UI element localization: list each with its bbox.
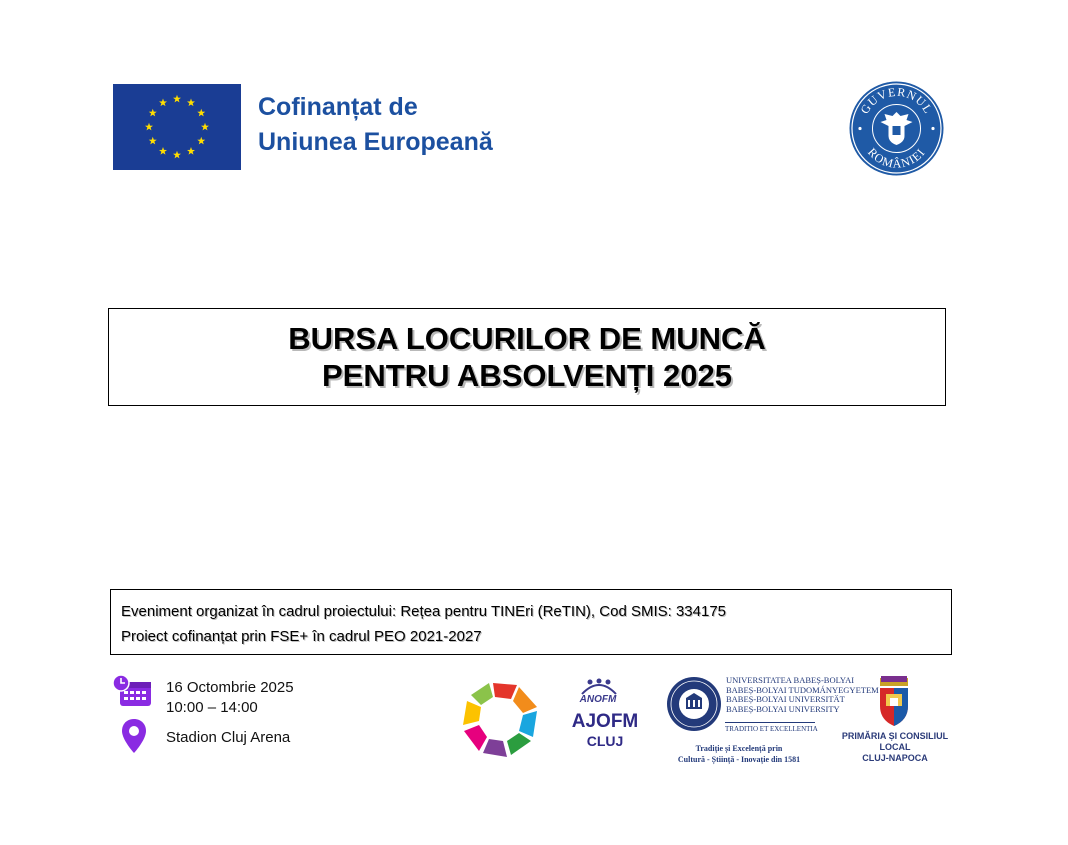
project-info-line-2: Proiect cofinanțat prin FSE+ în cadrul PEO 2021-2027 [121, 628, 482, 645]
eu-star [187, 99, 195, 107]
eu-line-2: Uniunea Europeană [258, 128, 493, 156]
cluj-line-2: CLUJ-NAPOCA [862, 753, 928, 763]
ubb-motto: TRADITIO ET EXCELLENTIA [725, 725, 818, 733]
ajofm-label: AJOFM [571, 711, 639, 732]
ubb-logo-icon [666, 676, 722, 732]
project-info-line-1: Eveniment organizat în cadrul proiectului: Rețea pentru TINEri (ReTIN), Cod SMIS: 334175 [121, 603, 727, 620]
event-datetime [166, 678, 294, 718]
cluj-napoca-coat-of-arms-icon [876, 672, 912, 728]
seal-bottom-text: ROMÂNIEI [864, 145, 928, 171]
seal-top-text: GUVERNUL [857, 84, 936, 117]
calendar-icon [111, 674, 153, 708]
eu-star [145, 123, 153, 131]
ubb-name-line: BABEȘ-BOLYAI UNIVERSITY [726, 703, 840, 714]
event-title-box [108, 308, 946, 406]
ubb-name-line: BABEȘ-BOLYAI UNIVERSITÄT [726, 694, 845, 704]
guvernul-romaniei-seal-icon [848, 80, 945, 177]
eu-star [149, 109, 157, 117]
eu-star [187, 147, 195, 155]
retin-logo-icon [462, 680, 540, 758]
ubb-name-block [726, 676, 879, 714]
ubb-tagline-line-1: Tradiție și Excelență prin [695, 744, 783, 753]
eu-star [197, 137, 205, 145]
event-date: 16 Octombrie 2025 [166, 679, 294, 696]
project-info-box [110, 589, 952, 655]
eu-star [173, 95, 181, 103]
eu-star [173, 151, 181, 159]
ubb-tagline [668, 743, 810, 765]
ubb-divider [725, 722, 815, 723]
eu-star [159, 99, 167, 107]
eu-line-1: Cofinanțat de [258, 93, 418, 121]
ajofm-cluj-label: CLUJ [586, 733, 624, 749]
eu-flag-icon [113, 84, 241, 170]
ubb-tagline-line-2: Cultură - Știință - Inovație din 1581 [677, 755, 801, 764]
eu-star [159, 147, 167, 155]
event-title-line-1: BURSA LOCURILOR DE MUNCĂ [288, 321, 766, 356]
location-pin-icon [121, 718, 147, 754]
event-time: 10:00 – 14:00 [166, 699, 258, 716]
event-location: Stadion Cluj Arena [166, 729, 291, 746]
event-title-line-2: PENTRU ABSOLVENȚI 2025 [322, 358, 732, 393]
eu-star [201, 123, 209, 131]
eu-star [197, 109, 205, 117]
cluj-line-1: PRIMĂRIA ȘI CONSILIUL LOCAL [841, 731, 949, 752]
ubb-name-line: UNIVERSITATEA BABEȘ-BOLYAI [726, 675, 855, 685]
eu-cofinanced-label [258, 90, 493, 160]
eu-star [149, 137, 157, 145]
cluj-napoca-label [834, 731, 956, 764]
ubb-name-line: BABEȘ-BOLYAI TUDOMÁNYEGYETEM [726, 684, 879, 695]
anofm-label: ANOFM [579, 694, 617, 705]
